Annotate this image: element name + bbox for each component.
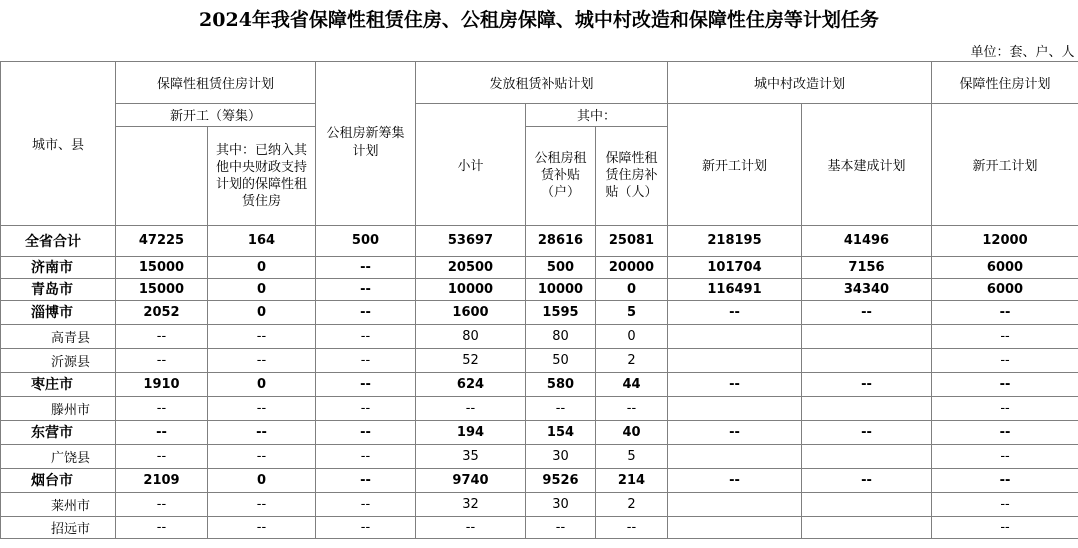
row-cell: 5 [596, 444, 668, 468]
table-row [1, 256, 1078, 278]
unit-label: 单位：套、户、人 [970, 44, 1075, 60]
table-body [1, 225, 1078, 538]
row-cell: 25081 [596, 225, 668, 256]
row-cell: 0 [208, 372, 316, 396]
row-cell: -- [802, 420, 932, 444]
row-cell: 15000 [116, 256, 208, 278]
row-cell: 28616 [526, 225, 596, 256]
row-cell: -- [932, 372, 1078, 396]
header-new-start-blank [116, 126, 208, 225]
header-village-build: 基本建成计划 [802, 103, 932, 225]
row-cell: -- [316, 372, 416, 396]
table-row [1, 516, 1078, 538]
header-city: 城市、县 [1, 61, 116, 225]
row-cell: -- [208, 420, 316, 444]
row-cell: 1600 [416, 300, 526, 324]
table-row [1, 468, 1078, 492]
row-cell: 10000 [526, 278, 596, 300]
row-cell: -- [668, 420, 802, 444]
row-cell: 40 [596, 420, 668, 444]
table-row [1, 372, 1078, 396]
row-cell: 2 [596, 348, 668, 372]
row-cell: 164 [208, 225, 316, 256]
row-cell: 194 [416, 420, 526, 444]
table-row [1, 444, 1078, 468]
header-afford-new: 新开工计划 [932, 103, 1078, 225]
row-cell: 30 [526, 492, 596, 516]
table-row [1, 324, 1078, 348]
header-new-start: 新开工（筹集） [116, 103, 316, 126]
row-cell: -- [596, 396, 668, 420]
row-cell [668, 324, 802, 348]
row-name: 沂源县 [1, 348, 116, 372]
table-row [1, 225, 1078, 256]
row-cell [802, 516, 932, 538]
row-cell: 0 [596, 324, 668, 348]
row-cell [802, 324, 932, 348]
row-name: 青岛市 [1, 278, 116, 300]
table-row [1, 300, 1078, 324]
row-cell: 2 [596, 492, 668, 516]
row-cell: 154 [526, 420, 596, 444]
row-cell: 52 [416, 348, 526, 372]
row-cell: -- [802, 468, 932, 492]
row-cell: -- [116, 396, 208, 420]
row-cell: -- [932, 468, 1078, 492]
row-name: 全省合计 [1, 225, 116, 256]
row-cell: 9526 [526, 468, 596, 492]
row-cell: -- [116, 444, 208, 468]
table-row [1, 420, 1078, 444]
row-cell: 0 [208, 278, 316, 300]
row-cell: 20500 [416, 256, 526, 278]
row-cell: -- [116, 324, 208, 348]
row-cell [802, 348, 932, 372]
row-cell: -- [932, 324, 1078, 348]
row-cell: 624 [416, 372, 526, 396]
header-of-which: 其中： [526, 103, 668, 126]
row-cell: -- [208, 516, 316, 538]
row-cell: 101704 [668, 256, 802, 278]
header-pub-subsidy: 公租房租赁补贴（户） [526, 126, 596, 225]
row-cell: 80 [416, 324, 526, 348]
row-cell: -- [208, 396, 316, 420]
row-cell: 0 [208, 300, 316, 324]
row-cell: -- [932, 516, 1078, 538]
row-cell: -- [416, 516, 526, 538]
row-cell: 35 [416, 444, 526, 468]
row-cell: -- [316, 444, 416, 468]
row-cell: -- [316, 278, 416, 300]
row-name: 高青县 [1, 324, 116, 348]
header-public-rental: 公租房新筹集计划 [316, 61, 416, 225]
row-cell: -- [208, 444, 316, 468]
row-cell: 214 [596, 468, 668, 492]
row-cell [802, 492, 932, 516]
row-cell: 10000 [416, 278, 526, 300]
row-cell: -- [116, 348, 208, 372]
row-cell: -- [316, 492, 416, 516]
header-subsidy: 发放租赁补贴计划 [416, 61, 668, 103]
table-row [1, 278, 1078, 300]
header-rental-housing: 保障性租赁住房计划 [116, 61, 316, 103]
row-cell: 1910 [116, 372, 208, 396]
unit-spacer [1, 40, 802, 61]
row-cell: 53697 [416, 225, 526, 256]
row-name: 济南市 [1, 256, 116, 278]
row-cell: -- [116, 492, 208, 516]
row-cell: -- [316, 516, 416, 538]
row-cell: -- [802, 300, 932, 324]
row-cell [668, 348, 802, 372]
row-cell: 6000 [932, 256, 1078, 278]
table-row [1, 348, 1078, 372]
plan-table [0, 40, 1078, 539]
row-cell: 580 [526, 372, 596, 396]
row-cell: -- [316, 396, 416, 420]
header-affordable: 保障性住房计划 [932, 61, 1078, 103]
row-cell: -- [208, 348, 316, 372]
row-cell: -- [316, 420, 416, 444]
row-name: 莱州市 [1, 492, 116, 516]
row-cell: -- [668, 372, 802, 396]
row-cell: 500 [526, 256, 596, 278]
row-cell: 1595 [526, 300, 596, 324]
table-row [1, 396, 1078, 420]
row-cell: -- [932, 444, 1078, 468]
row-name: 滕州市 [1, 396, 116, 420]
row-cell: 9740 [416, 468, 526, 492]
row-cell: -- [668, 468, 802, 492]
row-cell [668, 396, 802, 420]
row-cell [668, 492, 802, 516]
row-cell: 116491 [668, 278, 802, 300]
row-cell: 12000 [932, 225, 1078, 256]
row-cell: -- [802, 372, 932, 396]
row-cell: -- [932, 348, 1078, 372]
row-name: 枣庄市 [1, 372, 116, 396]
row-cell: 15000 [116, 278, 208, 300]
row-cell: 7156 [802, 256, 932, 278]
row-cell: -- [316, 300, 416, 324]
row-name: 东营市 [1, 420, 116, 444]
row-cell: 6000 [932, 278, 1078, 300]
row-cell: -- [208, 324, 316, 348]
row-cell: -- [208, 492, 316, 516]
row-cell: -- [416, 396, 526, 420]
row-name: 淄博市 [1, 300, 116, 324]
row-cell [668, 444, 802, 468]
row-cell: 47225 [116, 225, 208, 256]
table-row [1, 492, 1078, 516]
row-cell: -- [316, 256, 416, 278]
row-cell: -- [932, 396, 1078, 420]
row-cell: -- [932, 300, 1078, 324]
row-cell: -- [316, 324, 416, 348]
row-cell: 41496 [802, 225, 932, 256]
row-cell: -- [316, 348, 416, 372]
row-cell: -- [116, 420, 208, 444]
row-cell: -- [526, 396, 596, 420]
row-cell: -- [668, 300, 802, 324]
row-cell: -- [316, 468, 416, 492]
row-cell: -- [116, 516, 208, 538]
row-cell: -- [932, 420, 1078, 444]
row-cell: 0 [208, 468, 316, 492]
row-cell: 30 [526, 444, 596, 468]
row-cell: 0 [596, 278, 668, 300]
row-cell: 50 [526, 348, 596, 372]
row-cell: 2109 [116, 468, 208, 492]
row-cell [668, 516, 802, 538]
row-cell: 32 [416, 492, 526, 516]
row-cell: 80 [526, 324, 596, 348]
row-cell [802, 444, 932, 468]
row-name: 广饶县 [1, 444, 116, 468]
row-name: 招远市 [1, 516, 116, 538]
row-cell: -- [932, 492, 1078, 516]
row-cell: 2052 [116, 300, 208, 324]
header-village: 城中村改造计划 [668, 61, 932, 103]
row-cell: 500 [316, 225, 416, 256]
row-cell: 34340 [802, 278, 932, 300]
row-cell: 20000 [596, 256, 668, 278]
row-cell: 0 [208, 256, 316, 278]
row-cell: 218195 [668, 225, 802, 256]
row-cell: 44 [596, 372, 668, 396]
header-village-new: 新开工计划 [668, 103, 802, 225]
header-central-fund: 其中：已纳入其他中央财政支持计划的保障性租赁住房 [208, 126, 316, 225]
row-cell [802, 396, 932, 420]
row-cell: -- [596, 516, 668, 538]
header-subtotal: 小计 [416, 103, 526, 225]
row-cell: -- [526, 516, 596, 538]
row-cell: 5 [596, 300, 668, 324]
row-name: 烟台市 [1, 468, 116, 492]
header-aff-subsidy: 保障性租赁住房补贴（人） [596, 126, 668, 225]
sheet-title: 2024年我省保障性租赁住房、公租房保障、城中村改造和保障性住房等计划任务 [199, 9, 879, 31]
